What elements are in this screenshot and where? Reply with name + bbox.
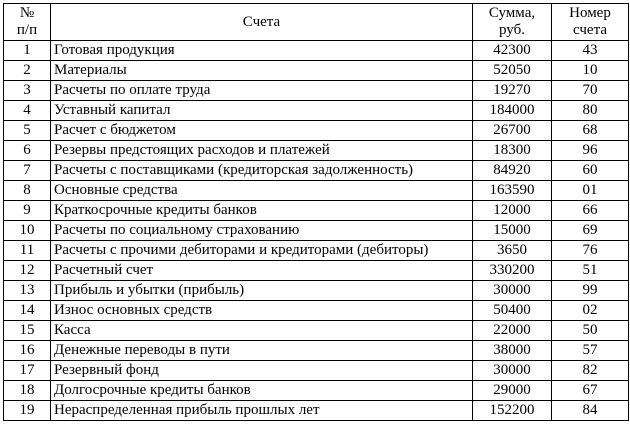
table-row: [4, 141, 629, 161]
account-code: 84: [552, 401, 629, 421]
table-body: [4, 41, 629, 421]
table-row: [4, 161, 629, 181]
account-sum: 12000: [473, 201, 552, 221]
header-sum-line-1: Сумма,: [488, 5, 536, 21]
account-name: Готовая продукция: [51, 41, 473, 61]
row-number: 10: [4, 221, 51, 241]
account-name: Износ основных средств: [51, 301, 473, 321]
account-sum: 38000: [473, 341, 552, 361]
table-row: [4, 401, 629, 421]
table-row: [4, 41, 629, 61]
row-number: 2: [4, 61, 51, 81]
account-sum: 26700: [473, 121, 552, 141]
table-row: [4, 81, 629, 101]
account-sum: 15000: [473, 221, 552, 241]
account-name: Нераспределенная прибыль прошлых лет: [51, 401, 473, 421]
table-row: [4, 101, 629, 121]
account-code: 50: [552, 321, 629, 341]
table-row: [4, 301, 629, 321]
account-name: Уставный капитал: [51, 101, 473, 121]
account-code: 67: [552, 381, 629, 401]
account-name: Касса: [51, 321, 473, 341]
table-row: [4, 261, 629, 281]
row-number: 7: [4, 161, 51, 181]
account-sum: 330200: [473, 261, 552, 281]
account-name: Расчетный счет: [51, 261, 473, 281]
account-name: Основные средства: [51, 181, 473, 201]
row-number: 9: [4, 201, 51, 221]
account-name: Резервы предстоящих расходов и платежей: [51, 141, 473, 161]
account-code: 68: [552, 121, 629, 141]
row-number: 18: [4, 381, 51, 401]
account-name: Материалы: [51, 61, 473, 81]
account-name: Расчеты с прочими дебиторами и кредиторами (дебиторы): [51, 241, 473, 261]
header-number-line-2: п/п: [16, 22, 38, 38]
account-code: 66: [552, 201, 629, 221]
account-name: Краткосрочные кредиты банков: [51, 201, 473, 221]
account-sum: 50400: [473, 301, 552, 321]
account-name: Расчеты с поставщиками (кредиторская задолженность): [51, 161, 473, 181]
account-sum: 30000: [473, 361, 552, 381]
row-number: 4: [4, 101, 51, 121]
account-name: Долгосрочные кредиты банков: [51, 381, 473, 401]
table-row: [4, 281, 629, 301]
header-code-line-1: Номер: [569, 5, 611, 21]
account-sum: 18300: [473, 141, 552, 161]
header-code-line-2: счета: [573, 22, 607, 38]
account-code: 57: [552, 341, 629, 361]
account-name: Расчеты по социальному страхованию: [51, 221, 473, 241]
header-account-number: [552, 4, 629, 41]
row-number: 1: [4, 41, 51, 61]
table-row: [4, 181, 629, 201]
account-code: 51: [552, 261, 629, 281]
account-sum: 3650: [473, 241, 552, 261]
header-sum-line-2: руб.: [499, 22, 525, 38]
account-code: 96: [552, 141, 629, 161]
account-code: 76: [552, 241, 629, 261]
account-sum: 152200: [473, 401, 552, 421]
table-row: [4, 361, 629, 381]
account-code: 70: [552, 81, 629, 101]
table-row: [4, 241, 629, 261]
header-number-line-1: №: [19, 5, 35, 21]
account-name: Расчет с бюджетом: [51, 121, 473, 141]
header-accounts: Счета: [51, 4, 473, 41]
table-row: [4, 321, 629, 341]
account-code: 02: [552, 301, 629, 321]
account-code: 10: [552, 61, 629, 81]
document-page: [3, 3, 629, 421]
header-number: [4, 4, 51, 41]
account-code: 80: [552, 101, 629, 121]
account-sum: 22000: [473, 321, 552, 341]
row-number: 16: [4, 341, 51, 361]
account-sum: 30000: [473, 281, 552, 301]
account-name: Расчеты по оплате труда: [51, 81, 473, 101]
account-code: 82: [552, 361, 629, 381]
account-name: Денежные переводы в пути: [51, 341, 473, 361]
account-code: 60: [552, 161, 629, 181]
row-number: 19: [4, 401, 51, 421]
table-header-row: [4, 4, 629, 41]
row-number: 5: [4, 121, 51, 141]
account-code: 99: [552, 281, 629, 301]
row-number: 8: [4, 181, 51, 201]
row-number: 12: [4, 261, 51, 281]
account-sum: 42300: [473, 41, 552, 61]
account-name: Резервный фонд: [51, 361, 473, 381]
row-number: 11: [4, 241, 51, 261]
header-sum: [473, 4, 552, 41]
account-sum: 84920: [473, 161, 552, 181]
table-row: [4, 341, 629, 361]
table-row: [4, 201, 629, 221]
accounts-table: [3, 3, 629, 421]
table-row: [4, 221, 629, 241]
account-code: 43: [552, 41, 629, 61]
account-sum: 29000: [473, 381, 552, 401]
row-number: 3: [4, 81, 51, 101]
account-name: Прибыль и убытки (прибыль): [51, 281, 473, 301]
table-row: [4, 381, 629, 401]
row-number: 17: [4, 361, 51, 381]
table-row: [4, 121, 629, 141]
account-sum: 52050: [473, 61, 552, 81]
row-number: 6: [4, 141, 51, 161]
account-code: 69: [552, 221, 629, 241]
table-row: [4, 61, 629, 81]
account-sum: 163590: [473, 181, 552, 201]
row-number: 15: [4, 321, 51, 341]
account-sum: 19270: [473, 81, 552, 101]
account-code: 01: [552, 181, 629, 201]
row-number: 13: [4, 281, 51, 301]
account-sum: 184000: [473, 101, 552, 121]
row-number: 14: [4, 301, 51, 321]
